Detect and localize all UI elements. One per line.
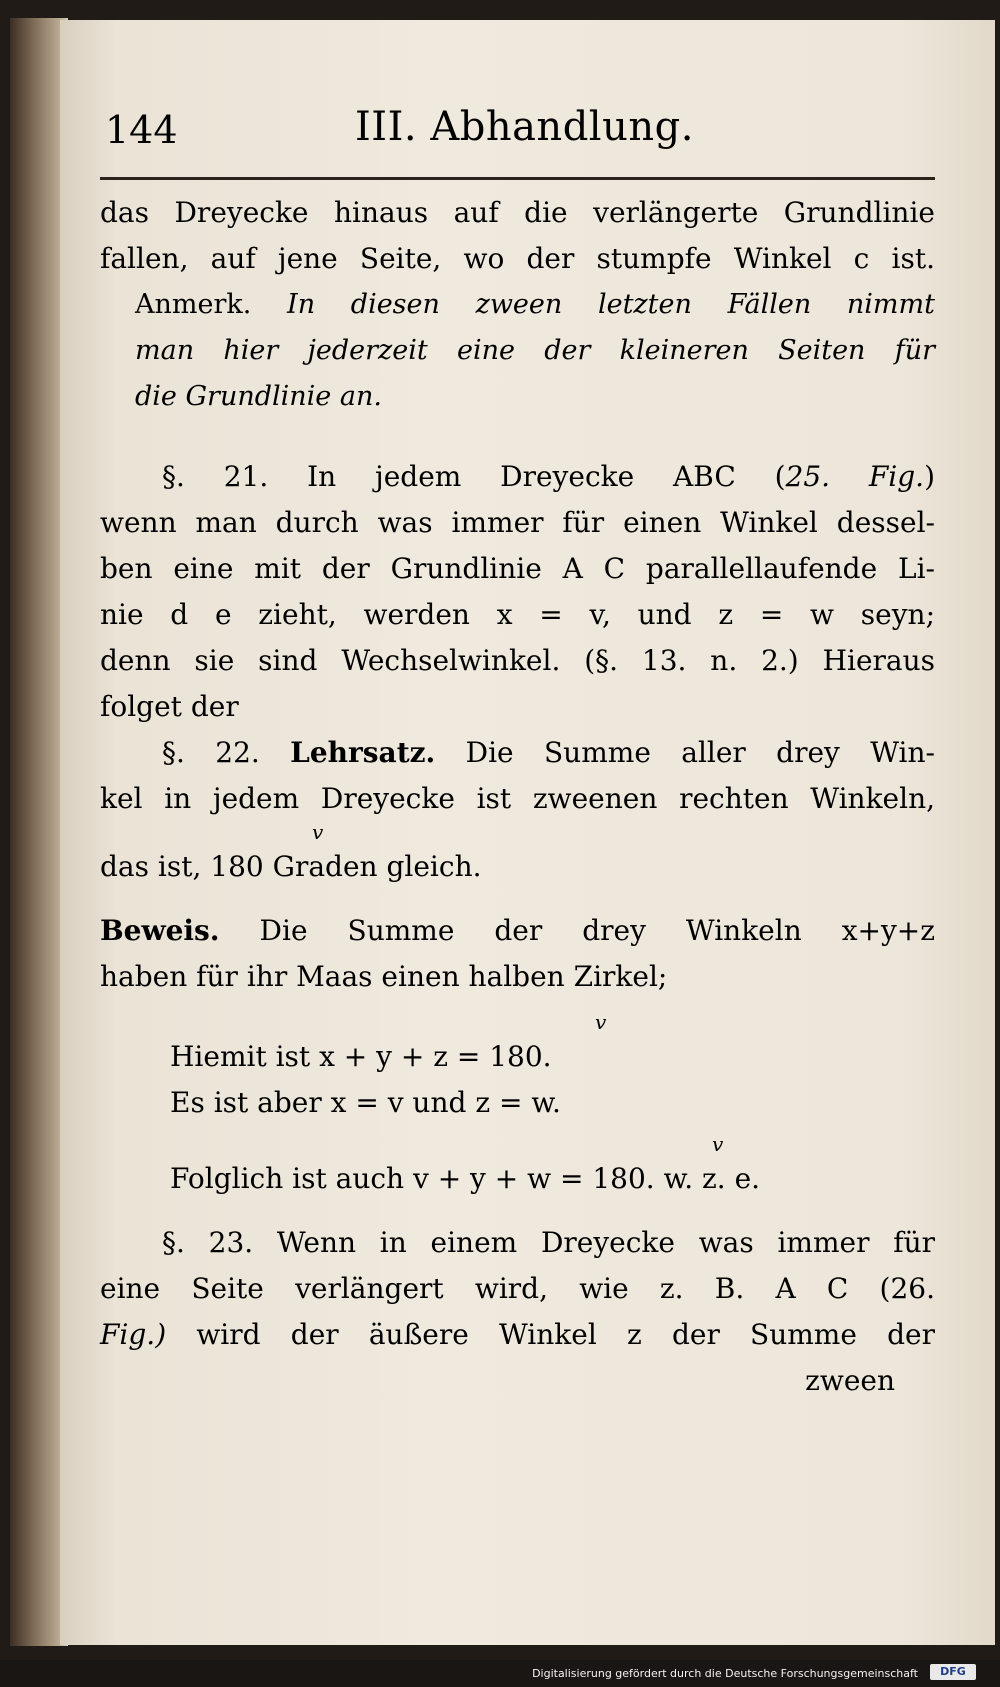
figure-reference: 25. Fig. — [785, 460, 925, 493]
section-label: §. 22. — [162, 736, 260, 769]
section-text: Wenn in einem Dreyecke was immer für — [276, 1226, 935, 1259]
figure-reference: Fig.) — [100, 1318, 167, 1351]
text-line: fallen, auf jene Seite, wo der stumpfe Winkel c ist. — [100, 242, 935, 275]
note-line — [100, 282, 935, 328]
text-line: das Dreyecke hinaus auf die verlängerte Grundlinie — [100, 196, 935, 229]
text-line: denn sie sind Wechselwinkel. (§. 13. n. 2.) Hieraus — [100, 644, 935, 677]
paragraph-gap — [100, 890, 935, 908]
degree-mark: v — [712, 1132, 724, 1156]
proof-heading — [100, 908, 935, 954]
running-head: III. Abhandlung. — [355, 104, 694, 150]
theorem-title: Lehrsatz. — [290, 736, 436, 769]
note-line: man hier jederzeit eine der kleineren Seiten für — [135, 335, 935, 366]
page-header — [105, 100, 935, 160]
text-fragment: wird der äußere Winkel z der Summe der — [196, 1318, 935, 1351]
section-23-heading — [100, 1220, 935, 1266]
formula-line: Hiemit ist x + y + z = 180. — [170, 1040, 552, 1073]
section-label: §. 21. — [162, 460, 269, 493]
text-line: eine Seite verlängert wird, wie z. B. A C (26. — [100, 1272, 935, 1305]
page-body — [100, 190, 935, 1404]
catchword: zween — [805, 1364, 895, 1397]
formula-line: Es ist aber x = v und z = w. — [170, 1086, 561, 1119]
text-line: ben eine mit der Grundlinie A C parallellaufende Li- — [100, 552, 935, 585]
text-line: das ist, 180 Graden gleich. — [100, 850, 482, 883]
degree-mark: v — [312, 820, 324, 844]
page-number: 144 — [105, 108, 178, 152]
section-label: §. 23. — [162, 1226, 254, 1259]
section-text-close: ) — [924, 460, 936, 493]
digitization-credit: Digitalisierung gefördert durch die Deutsche Forschungsgemeinschaft — [532, 1667, 918, 1680]
text-line: nie d e zieht, werden x = v, und z = w seyn; — [100, 598, 935, 631]
paragraph-gap — [100, 420, 935, 454]
section-text: In jedem Dreyecke ABC ( — [307, 460, 786, 493]
section-22-heading — [100, 730, 935, 776]
note-label: Anmerk. — [135, 289, 252, 320]
paragraph-gap — [100, 1202, 935, 1220]
degree-mark: v — [595, 1010, 607, 1034]
text-line: haben für ihr Maas einen halben Zirkel; — [100, 960, 668, 993]
note-line: die Grundlinie an. — [135, 381, 382, 412]
proof-label: Beweis. — [100, 914, 220, 947]
section-text: Die Summe aller drey Win- — [465, 736, 935, 769]
proof-text: Die Summe der drey Winkeln x+y+z — [259, 914, 935, 947]
dfg-logo: DFG — [930, 1664, 976, 1680]
section-21-heading — [100, 454, 935, 500]
formula-line: Folglich ist auch v + y + w = 180. w. z. e. — [170, 1162, 761, 1195]
text-line: kel in jedem Dreyecke ist zweenen rechten Winkeln, — [100, 782, 935, 815]
header-rule — [100, 177, 935, 180]
text-line: folget der — [100, 690, 239, 723]
text-line: wenn man durch was immer für einen Winkel dessel- — [100, 506, 935, 539]
text-line — [100, 1312, 935, 1358]
note-text: In diesen zween letzten Fällen nimmt — [287, 289, 935, 320]
